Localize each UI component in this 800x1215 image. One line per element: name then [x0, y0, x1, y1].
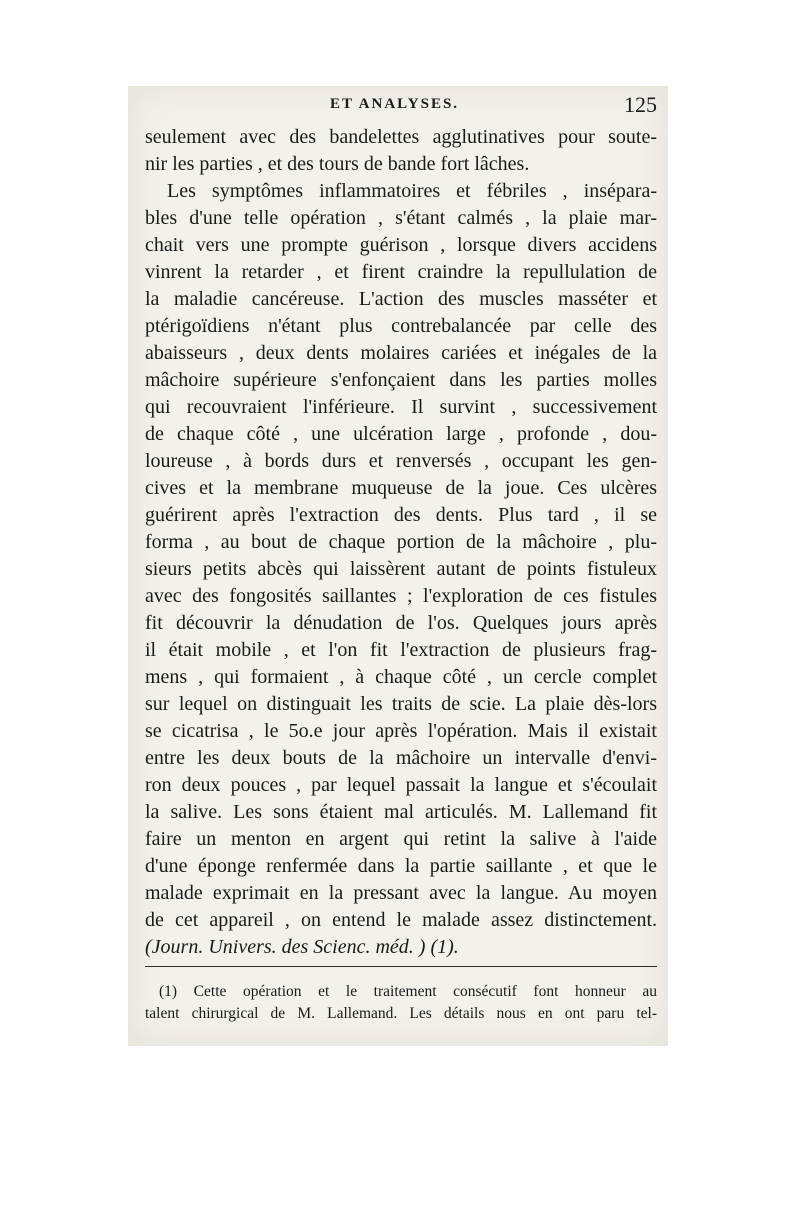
- text-line: forma , au bout de chaque portion de la mâchoire , plu-: [145, 531, 657, 553]
- footnote-line: talent chirurgical de M. Lallemand. Les détails nous en ont paru tel-: [145, 1005, 657, 1022]
- text-line: d'une éponge renfermée dans la partie saillante , et que le: [145, 855, 657, 877]
- text-line: abaisseurs , deux dents molaires cariées et inégales de la: [145, 342, 657, 364]
- text-line: fit découvrir la dénudation de l'os. Quelques jours après: [145, 612, 657, 634]
- text-line: Les symptômes inflammatoires et fébriles , insépara-: [167, 180, 657, 202]
- text-line: ron deux pouces , par lequel passait la langue et s'écoulait: [145, 774, 657, 796]
- footnote-line: (1) Cette opération et le traitement consécutif font honneur au: [159, 983, 657, 1000]
- footnote: [145, 981, 657, 1025]
- text-line: sur lequel on distinguait les traits de scie. La plaie dès-lors: [145, 693, 657, 715]
- text-line: mens , qui formaient , à chaque côté , un cercle complet: [145, 666, 657, 688]
- text-line: bles d'une telle opération , s'étant calmés , la plaie mar-: [145, 207, 657, 229]
- text-line: chait vers une prompte guérison , lorsque divers accidens: [145, 234, 657, 256]
- text-line: il était mobile , et l'on fit l'extraction de plusieurs frag-: [145, 639, 657, 661]
- text-line: avec des fongosités saillantes ; l'exploration de ces fistules: [145, 585, 657, 607]
- running-title: ET ANALYSES.: [330, 96, 460, 112]
- text-line: seulement avec des bandelettes agglutinatives pour soute-: [145, 126, 657, 148]
- text-line: se cicatrisa , le 5o.e jour après l'opération. Mais il existait: [145, 720, 657, 742]
- footnote-rule: [145, 966, 657, 967]
- text-line: la salive. Les sons étaient mal articulés. M. Lallemand fit: [145, 801, 657, 823]
- text-line: entre les deux bouts de la mâchoire un intervalle d'envi-: [145, 747, 657, 769]
- text-line: faire un menton en argent qui retint la salive à l'aide: [145, 828, 657, 850]
- body-text: [145, 124, 657, 961]
- text-line: qui recouvraient l'inférieure. Il survint , successivement: [145, 396, 657, 418]
- text-line: nir les parties , et des tours de bande fort lâches.: [145, 153, 530, 175]
- text-line: loureuse , à bords durs et renversés , occupant les gen-: [145, 450, 657, 472]
- text-line: de cet appareil , on entend le malade assez distinctement.: [145, 909, 657, 931]
- text-line: guérirent après l'extraction des dents. Plus tard , il se: [145, 504, 657, 526]
- text-line: mâchoire supérieure s'enfonçaient dans les parties molles: [145, 369, 657, 391]
- page-number: 125: [624, 92, 657, 117]
- text-line: ptérigoïdiens n'étant plus contrebalancée par celle des: [145, 315, 657, 337]
- text-line: la maladie cancéreuse. L'action des muscles masséter et: [145, 288, 657, 310]
- text-line: cives et la membrane muqueuse de la joue. Ces ulcères: [145, 477, 657, 499]
- text-line: malade exprimait en la pressant avec la langue. Au moyen: [145, 882, 657, 904]
- text-line: sieurs petits abcès qui laissèrent autant de points fistuleux: [145, 558, 657, 580]
- text-line: de chaque côté , une ulcération large , profonde , dou-: [145, 423, 657, 445]
- text-line: vinrent la retarder , et firent craindre la repullulation de: [145, 261, 657, 283]
- running-head: [145, 92, 663, 120]
- citation-line: (Journ. Univers. des Scienc. méd. ) (1).: [145, 936, 459, 958]
